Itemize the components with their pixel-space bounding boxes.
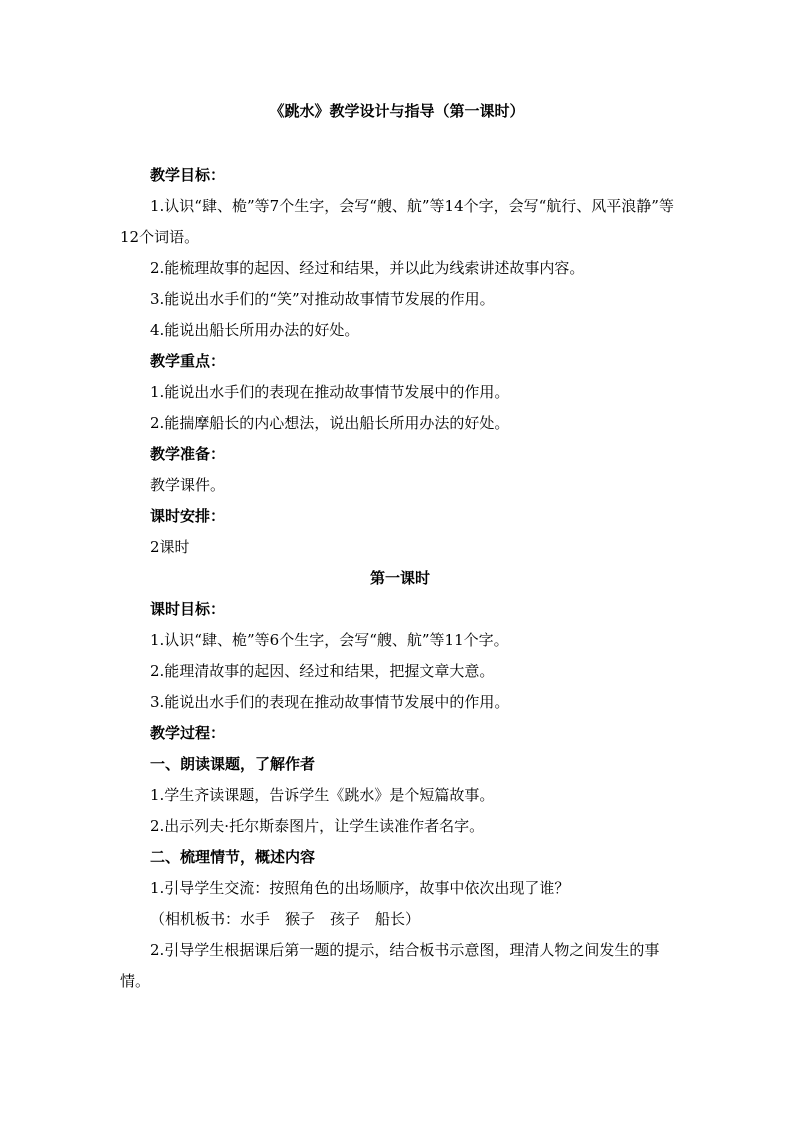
goals-heading: 教学目标： <box>150 166 226 184</box>
section-item: 2.出示列夫·托尔斯泰图片，让学生读准作者名字。 <box>150 817 485 835</box>
lesson-goal-item: 1.认识“肆、桅”等6个生字，会写“艘、航”等11个字。 <box>150 631 509 649</box>
preparation-heading: 教学准备： <box>150 445 226 463</box>
goal-item: 3.能说出水手们的“笑”对推动故事情节发展的作用。 <box>150 290 495 308</box>
key-points-heading: 教学重点： <box>150 352 226 370</box>
document-body <box>120 160 680 997</box>
schedule-heading: 课时安排： <box>150 507 226 525</box>
key-point-item: 1.能说出水手们的表现在推动故事情节发展中的作用。 <box>150 383 510 401</box>
process-heading: 教学过程： <box>150 724 226 742</box>
document-title: 《跳水》教学设计与指导（第一课时） <box>269 102 525 120</box>
section-item: 2.引导学生根据课后第一题的提示，结合板书示意图，理清人物之间发生的事情。 <box>120 941 660 990</box>
section-item: 1.引导学生交流：按照角色的出场顺序，故事中依次出现了谁？ <box>150 879 570 897</box>
lesson-heading: 第一课时 <box>369 569 430 587</box>
section-heading: 二、梳理情节，概述内容 <box>150 848 316 866</box>
board-note: （相机板书：水手 猴子 孩子 船长） <box>150 910 421 928</box>
lesson-goal-item: 2.能理清故事的起因、经过和结果，把握文章大意。 <box>150 662 495 680</box>
schedule-text: 2课时 <box>150 538 190 556</box>
goal-item: 2.能梳理故事的起因、经过和结果，并以此为线索讲述故事内容。 <box>150 259 585 277</box>
lesson-goals-heading: 课时目标： <box>150 600 226 618</box>
lesson-goal-item: 3.能说出水手们的表现在推动故事情节发展中的作用。 <box>150 693 510 711</box>
section-item: 1.学生齐读课题，告诉学生《跳水》是个短篇故事。 <box>150 786 495 804</box>
section-heading: 一、朗读课题，了解作者 <box>150 755 316 773</box>
goal-item: 1.认识“肆、桅”等7个生字，会写“艘、航”等14个字，会写“航行、风平浪静”等12个词语。 <box>120 197 674 246</box>
preparation-text: 教学课件。 <box>150 476 226 494</box>
key-point-item: 2.能揣摩船长的内心想法，说出船长所用办法的好处。 <box>150 414 510 432</box>
goal-item: 4.能说出船长所用办法的好处。 <box>150 321 360 339</box>
